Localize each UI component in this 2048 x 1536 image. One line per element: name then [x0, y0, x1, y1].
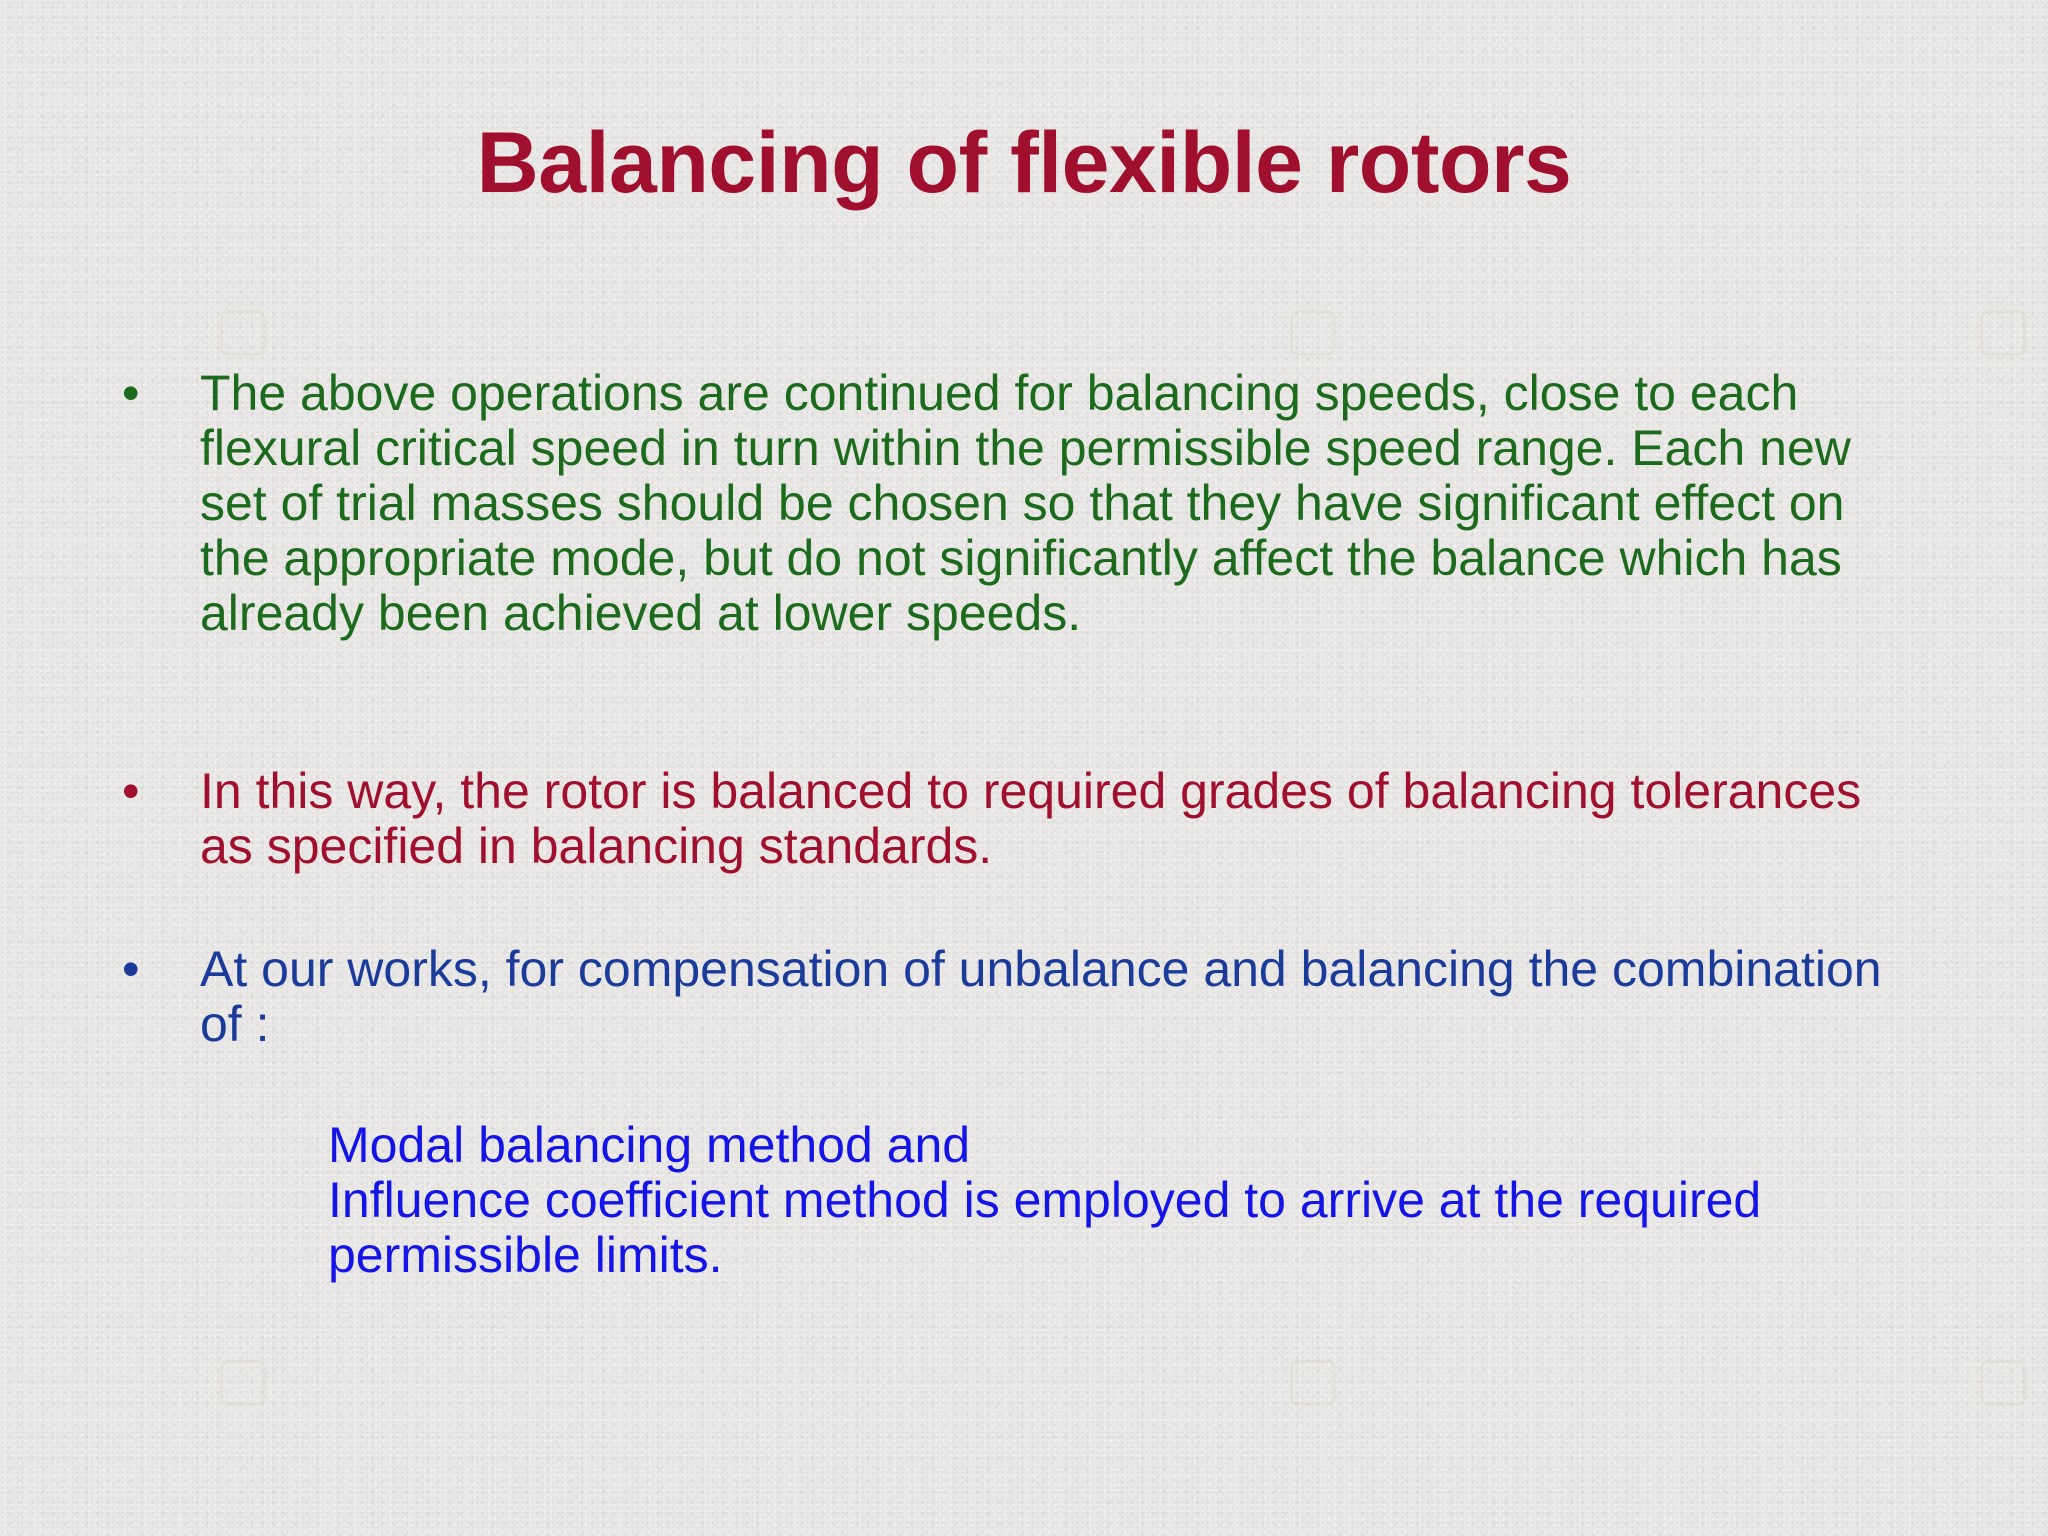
watermark-mark	[1980, 1360, 2026, 1406]
bullet-item	[122, 366, 1902, 641]
watermark-mark	[1290, 1360, 1336, 1406]
bullet-marker: •	[122, 365, 140, 421]
watermark-mark	[220, 310, 266, 356]
slide-title: Balancing of flexible rotors	[476, 115, 1572, 211]
bullet-text: At our works, for compensation of unbalance and balancing the combination of :	[200, 941, 1882, 1052]
bullet-item	[122, 764, 1902, 874]
bullet-marker: •	[122, 941, 140, 997]
watermark-mark	[1290, 310, 1336, 356]
watermark-mark	[1980, 310, 2026, 356]
method-list	[328, 1118, 1948, 1283]
method-line: Modal balancing method and	[328, 1117, 971, 1173]
bullet-text: The above operations are continued for balancing speeds, close to each flexural critical speed in turn within the permissible speed range. Each new set of trial masses should be chosen so that they have significant effect on the appropriate mode, but do not significantly affect the balance which has already been achieved at lower speeds.	[200, 365, 1851, 641]
bullet-text: In this way, the rotor is balanced to required grades of balancing tolerances as specified in balancing standards.	[200, 763, 1862, 874]
bullet-marker: •	[122, 763, 140, 819]
bullet-item	[122, 942, 1902, 1052]
watermark-mark	[220, 1360, 266, 1406]
method-line: Influence coefficient method is employed to arrive at the required permissible limits.	[328, 1172, 1762, 1283]
